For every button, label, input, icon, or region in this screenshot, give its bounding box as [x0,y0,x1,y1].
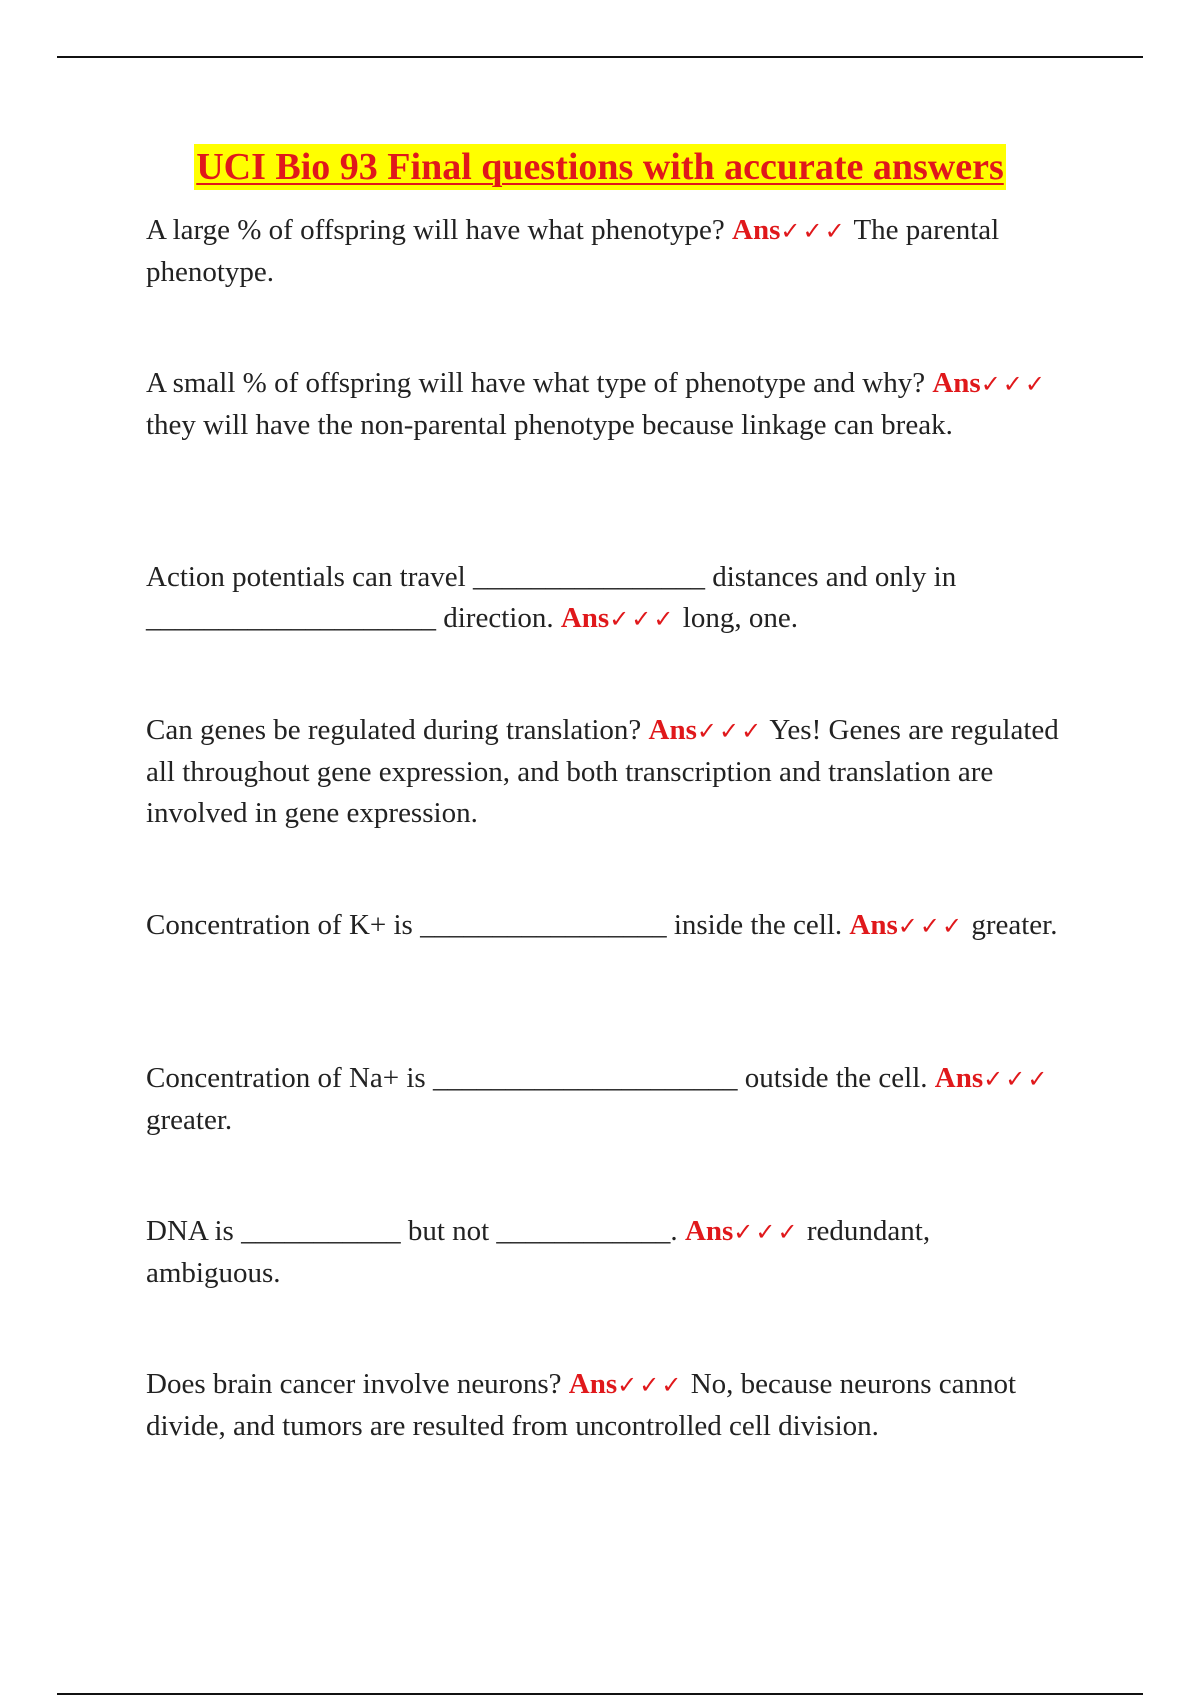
question-text: DNA is ___________ but not ____________. [146,1215,678,1247]
question-text: Action potentials can travel ________________ distances and only in ____________________ direction. [146,561,957,634]
checkmark-icon: ✓✓✓ [980,370,1048,398]
answer-text: long, one. [682,602,798,634]
page-title: UCI Bio 93 Final questions with accurate answers [196,146,1004,188]
title-container [0,144,1200,190]
answer-text: No, because neurons cannot divide, and tumors are resulted from uncontrolled cell division. [146,1368,1017,1442]
qa-item-8 [146,1364,1066,1447]
qa-item-4 [146,710,1066,834]
answer-label: Ans [934,1062,984,1094]
answer-text: redundant, ambiguous. [146,1215,931,1289]
qa-item-7 [146,1211,1066,1294]
question-text: A large % of offspring will have what phenotype? [146,214,725,246]
checkmark-icon: ✓✓✓ [983,1065,1050,1093]
answer-label: Ans [932,367,981,399]
question-text: Concentration of K+ is _________________ inside the cell. [146,909,843,941]
checkmark-icon: ✓✓✓ [733,1218,800,1246]
question-text: Concentration of Na+ is _____________________ outside the cell. [146,1062,928,1094]
checkmark-icon: ✓✓✓ [696,717,764,745]
answer-label: Ans [648,714,697,746]
checkmark-icon: ✓✓✓ [617,1371,684,1399]
answer-text: greater. [971,909,1058,941]
answer-text: Yes! Genes are regulated all throughout gene expression, and both transcription and translation are involved in gene expression. [146,714,1059,829]
checkmark-icon: ✓✓✓ [780,217,847,245]
qa-item-2 [146,363,1066,446]
qa-item-3 [146,557,1066,640]
answer-label: Ans [560,602,610,634]
answer-label: Ans [684,1215,734,1247]
qa-item-1 [146,210,1066,293]
question-text: A small % of offspring will have what type of phenotype and why? [146,367,926,399]
header-rule [57,56,1143,58]
checkmark-icon: ✓✓✓ [609,605,676,633]
answer-text: greater. [146,1104,233,1136]
checkmark-icon: ✓✓✓ [897,912,965,940]
qa-item-5 [146,905,1066,947]
question-text: Can genes be regulated during translation? [146,714,642,746]
footer-rule [57,1693,1143,1695]
qa-item-6 [146,1058,1066,1141]
answer-text: The parental phenotype. [146,214,1000,288]
answer-label: Ans [732,214,781,246]
answer-label: Ans [568,1368,618,1400]
answer-text: they will have the non-parental phenotype because linkage can break. [146,409,953,441]
question-text: Does brain cancer involve neurons? [146,1368,562,1400]
answer-label: Ans [849,909,898,941]
